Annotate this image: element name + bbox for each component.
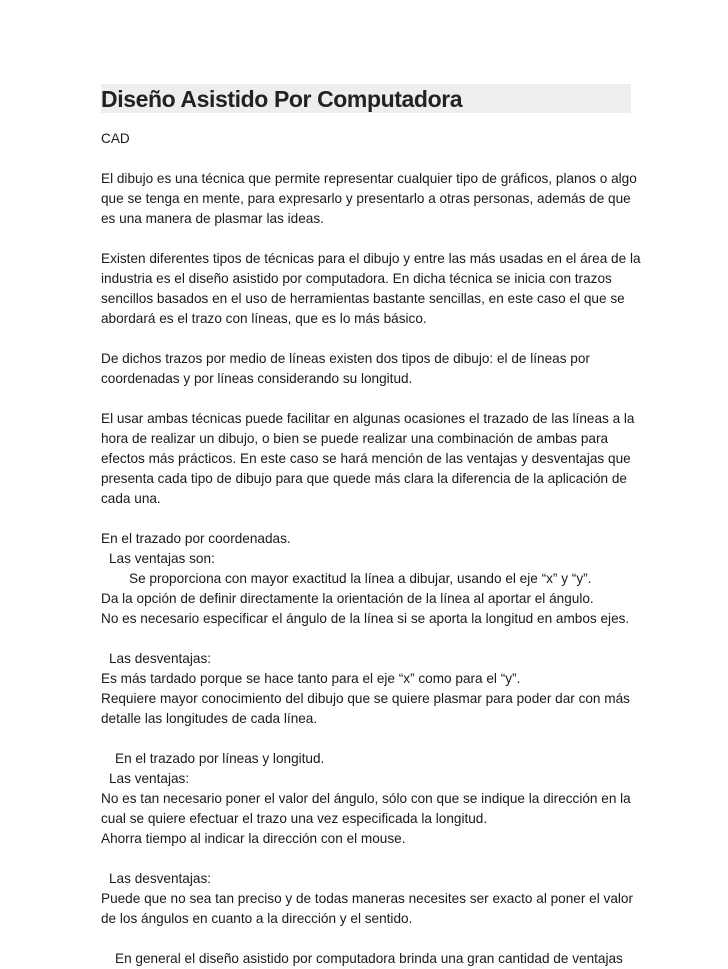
page-title: Diseño Asistido Por Computadora — [101, 86, 463, 112]
text-line: cual se quiere efectuar el trazo una vez especificada la longitud. — [101, 811, 488, 826]
text-line: de los ángulos en cuanto a la dirección y el sentido. — [101, 911, 413, 926]
disadvantages-label: Las desventajas: — [109, 651, 212, 666]
paragraph-intro — [101, 169, 637, 229]
text-line: No es necesario especificar el ángulo de la línea si se aporta la longitud en ambos ejes. — [101, 611, 630, 626]
text-line: presenta cada tipo de dibujo para que quede más clara la diferencia de la aplicación de — [101, 471, 627, 486]
paragraph-comparison — [101, 409, 635, 509]
text-line: que se tenga en mente, para expresarlo y presentarlo a otras personas, además de que — [101, 191, 631, 206]
section-heading: En el trazado por coordenadas. — [101, 531, 291, 546]
text-line: El usar ambas técnicas puede facilitar en algunas ocasiones el trazado de las líneas a la — [101, 411, 635, 426]
disadvantages-label: Las desventajas: — [109, 871, 212, 886]
text-line: No es tan necesario poner el valor del ángulo, sólo con que se indique la dirección en la — [101, 791, 631, 806]
text-line: hora de realizar un dibujo, o bien se puede realizar una combinación de ambas para — [101, 431, 609, 446]
advantages-label: Las ventajas: — [109, 771, 190, 786]
closing-line: En general el diseño asistido por computadora brinda una gran cantidad de ventajas — [115, 951, 623, 966]
title-bar — [101, 84, 631, 113]
text-line: Es más tardado porque se hace tanto para el eje “x” como para el “y”. — [101, 671, 521, 686]
text-line: Existen diferentes tipos de técnicas para el dibujo y entre las más usadas en el área de la — [101, 251, 641, 266]
section-length — [101, 749, 631, 929]
document-page — [101, 84, 641, 969]
subtitle: CAD — [101, 131, 130, 146]
text-line: Puede que no sea tan preciso y de todas maneras necesites ser exacto al poner el valor — [101, 891, 633, 906]
text-line: detalle las longitudes de cada línea. — [101, 711, 318, 726]
text-line: cada una. — [101, 491, 161, 506]
advantages-label: Las ventajas son: — [109, 551, 215, 566]
text-line: Da la opción de definir directamente la orientación de la línea al aportar el ángulo. — [101, 591, 594, 606]
text-line: es una manera de plasmar las ideas. — [101, 211, 324, 226]
text-line: efectos más prácticos. En este caso se hará mención de las ventajas y desventajas que — [101, 451, 631, 466]
paragraph-techniques — [101, 249, 641, 329]
text-line: abordará es el trazo con líneas, que es lo más básico. — [101, 311, 427, 326]
text-line: Ahorra tiempo al indicar la dirección con el mouse. — [101, 831, 406, 846]
text-line: industria es el diseño asistido por computadora. En dicha técnica se inicia con trazos — [101, 271, 612, 286]
text-line: De dichos trazos por medio de líneas existen dos tipos de dibujo: el de líneas por — [101, 351, 590, 366]
text-line: El dibujo es una técnica que permite representar cualquier tipo de gráficos, planos o algo — [101, 171, 637, 186]
text-line: Requiere mayor conocimiento del dibujo que se quiere plasmar para poder dar con más — [101, 691, 630, 706]
text-line: sencillos basados en el uso de herramientas bastante sencillas, en este caso el que se — [101, 291, 625, 306]
section-coordinates — [101, 529, 631, 729]
text-line: coordenadas y por líneas considerando su longitud. — [101, 371, 413, 386]
section-heading: En el trazado por líneas y longitud. — [115, 751, 325, 766]
paragraph-types — [101, 349, 631, 389]
text-line: Se proporciona con mayor exactitud la línea a dibujar, usando el eje “x” y “y”. — [129, 571, 592, 586]
